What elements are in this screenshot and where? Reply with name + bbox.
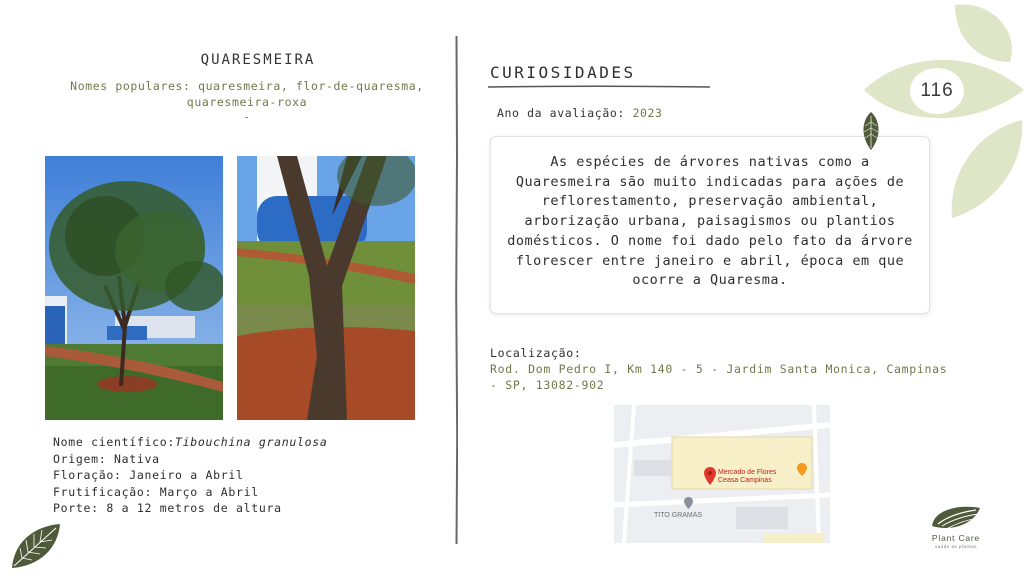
location-label: Localização: [490,346,582,360]
scientific-value: Tibouchina granulosa [174,435,328,449]
map-place2-label: TITO GRAMAS [654,512,703,519]
popular-names [62,78,432,110]
fruiting: Frutificação: Março a Abril [53,484,259,499]
location-map[interactable] [614,405,830,543]
food-pin-icon [797,463,807,476]
map-pin-icon [704,467,716,485]
flowering: Floração: Janeiro a Abril [53,468,244,482]
logo-tagline: saúde as plantas [934,544,978,549]
evaluation-year [497,106,663,120]
plant-care-logo [922,502,990,552]
scientific-name [53,434,327,451]
location-address: Rod. Dom Pedro I, Km 140 - 5 - Jardim Santa Monica, Campinas - SP, 13082-902 [490,362,948,392]
small-leaf-icon [860,112,882,150]
year-label: Ano da avaliação: [497,106,625,120]
bottom-leaf-icon [8,522,62,570]
popular-names-label: Nomes populares: [70,79,191,93]
decorative-leaves-icon [860,0,1024,230]
curiosity-text: As espécies de árvores nativas como a Quaresmeira são muito indicadas para ações de reflorestamento, preservação ambiental, arborização urbana, paisagismos ou plantios domésticos. O nome foi dado pelo fato da árvore florescer entre janeiro e abril, época em que ocorre a Quaresma. [507,154,913,289]
logo-name: Plant Care [931,533,981,543]
tree-photo [45,156,223,420]
trunk-photo [237,156,415,420]
page-number: 116 [920,80,954,101]
page-number-badge [910,68,964,114]
species-info [53,434,327,517]
origin: Origem: Nativa [53,451,160,466]
popular-names-value: quaresmeira, flor-de-quaresma, quaresmeira-roxa [186,79,424,109]
divider-dot [245,117,248,118]
map-place-label: Mercado de Flores Ceasa Campinas [718,469,777,484]
logo-leaf-icon [922,502,990,532]
title-underline [488,84,710,90]
vertical-divider [455,36,458,544]
year-value: 2023 [632,106,663,120]
tree-size: Porte: 8 a 12 metros de altura [53,501,282,515]
place-pin-icon [684,497,693,509]
species-title: QUARESMEIRA [200,52,316,68]
section-title: CURIOSIDADES [490,63,636,82]
scientific-label: Nome científico: [53,435,175,449]
